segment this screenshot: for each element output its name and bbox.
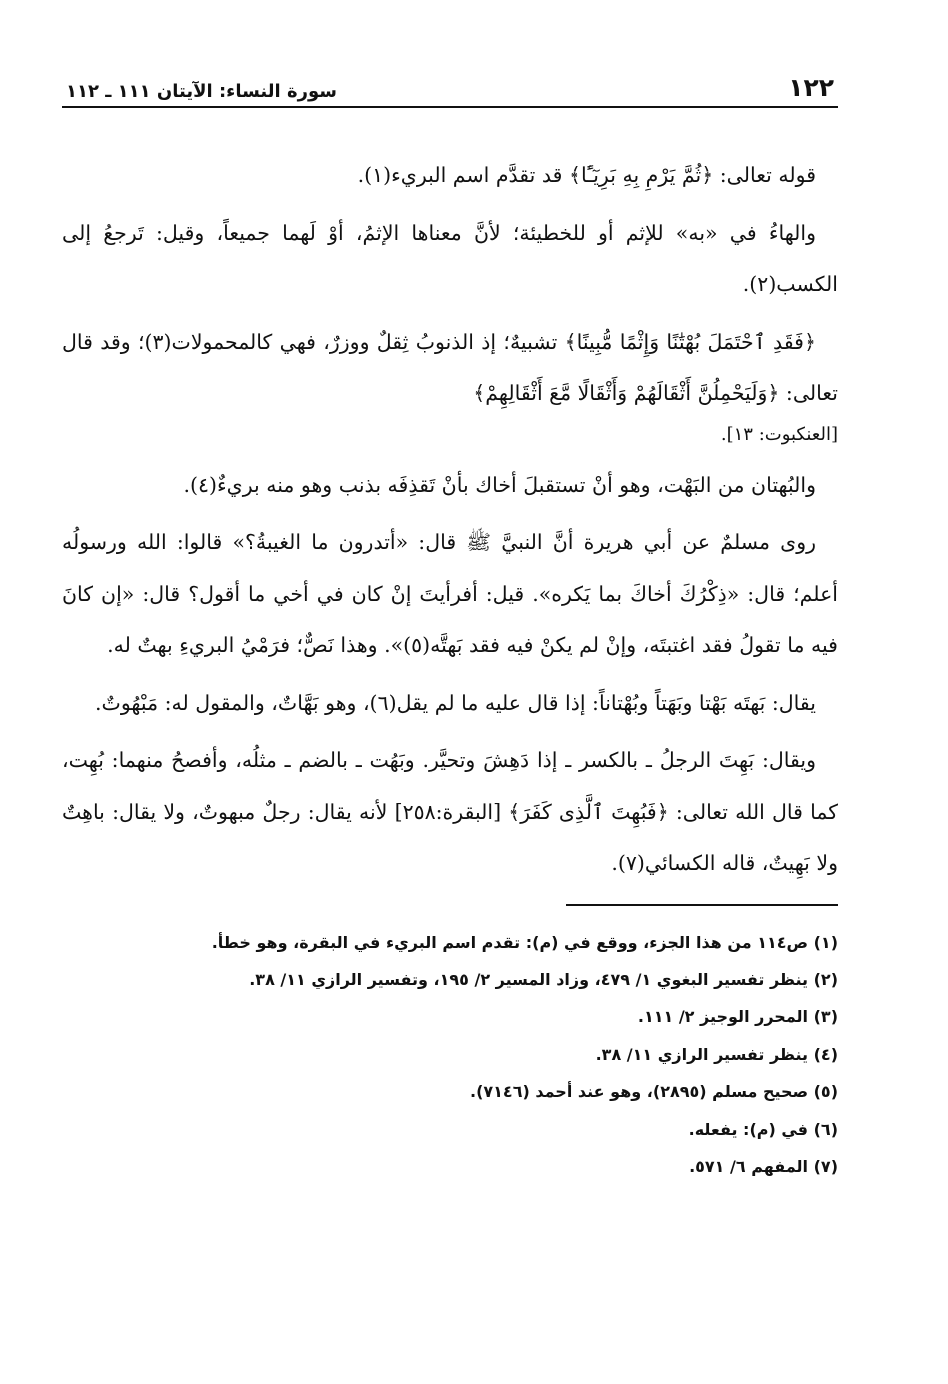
footnote: (٤) ينظر تفسير الرازي ١١/ ٣٨. — [595, 1044, 838, 1064]
book-page — [62, 70, 838, 1370]
footnote: (٢) ينظر تفسير البغوي ١/ ٤٧٩، وزاد المسير ٢/ ١٩٥، وتفسير الرازي ١١/ ٣٨. — [249, 969, 838, 989]
paragraph: روى مسلمٌ عن أبي هريرة أنَّ النبيَّ ﷺ قال: «أتدرون ما الغيبةُ؟» قالوا: الله ورسولُه أعلم؛ قال: «ذِكْرُكَ أخاكَ بما يَكره». قيل: أفرأيتَ إنْ كان في أخي ما أقول؟ قال: «إن كانَ فيه ما تقولُ فقد اغتبتَه، وإنْ لم يكنْ فيه فقد بَهتَّه(٥)». وهذا نَصٌّ؛ فرَمْيُ البريءِ بهتٌ له. — [62, 530, 838, 657]
paragraph: ﴿فَقَدِ ٱحْتَمَلَ بُهْتَٰنًا وَإِثْمًا مُّبِينًا﴾ تشبيهٌ؛ إذ الذنوبُ ثِقلٌ ووزرٌ، فهي كالمحمولات(٣)؛ وقد قال تعالى: ﴿وَلَيَحْمِلُنَّ أَثْقَالَهُمْ وَأَثْقَالًا مَّعَ أَثْقَالِهِمْ﴾ — [62, 329, 838, 405]
footnote: (٦) في (م): يفعله. — [688, 1119, 838, 1139]
footnotes — [62, 924, 838, 1186]
paragraph: يقال: بَهتَه بَهْتا وبَهَتاً وبُهْتاناً: إذا قال عليه ما لم يقل(٦)، وهو بَهَّاتٌ، والمقول له: مَبْهُوتٌ. — [95, 690, 816, 715]
verse-reference: [العنكبوت: ١٣]. — [720, 423, 838, 445]
footnote: (٥) صحيح مسلم (٢٨٩٥)، وهو عند أحمد (٧١٤٦). — [470, 1082, 838, 1102]
page-header — [62, 70, 838, 108]
paragraph: والهاءُ في «به» للإثم أو للخطيئة؛ لأنَّ معناها الإثمُ، أوْ لَهما جميعاً، وقيل: تَرجعُ إلى الكسب(٢). — [62, 220, 838, 296]
footnote: (١) ص١١٤ من هذا الجزء، ووقع في (م): تقدم اسم البريء في البقرة، وهو خطأ. — [211, 932, 838, 952]
paragraph: ويقال: بَهِتَ الرجلُ ـ بالكسر ـ إذا دَهِشَ وتحيَّر. وبَهُت ـ بالضم ـ مثلُه، وأفصحُ منهما: بُهِت، كما قال الله تعالى: ﴿فَبُهِتَ ٱلَّذِى كَفَرَ﴾ [البقرة:٢٥٨] لأنه يقال: رجلٌ مبهوتٌ، ولا يقال: باهِتٌ ولا بَهِيتٌ، قاله الكسائي(٧). — [62, 748, 839, 875]
paragraph: والبُهتان من البَهْت، وهو أنْ تستقبلَ أخاك بأنْ تَقذِفَه بذنب وهو منه بريءٌ(٤). — [183, 472, 816, 497]
footnote: (٣) المحرر الوجيز ٢/ ١١١. — [637, 1007, 838, 1027]
main-text — [62, 150, 838, 890]
footnote-separator — [566, 904, 838, 906]
page-number: ١٢٢ — [788, 73, 834, 102]
footnote: (٧) المفهم ٦/ ٥٧١. — [689, 1156, 838, 1176]
paragraph: قوله تعالى: ﴿ثُمَّ يَرْمِ بِهِ بَرِيٓـًٔا﴾ قد تقدَّم اسم البريء(١). — [357, 163, 816, 187]
running-title: سورة النساء: الآيتان ١١١ ـ ١١٢ — [66, 81, 337, 102]
